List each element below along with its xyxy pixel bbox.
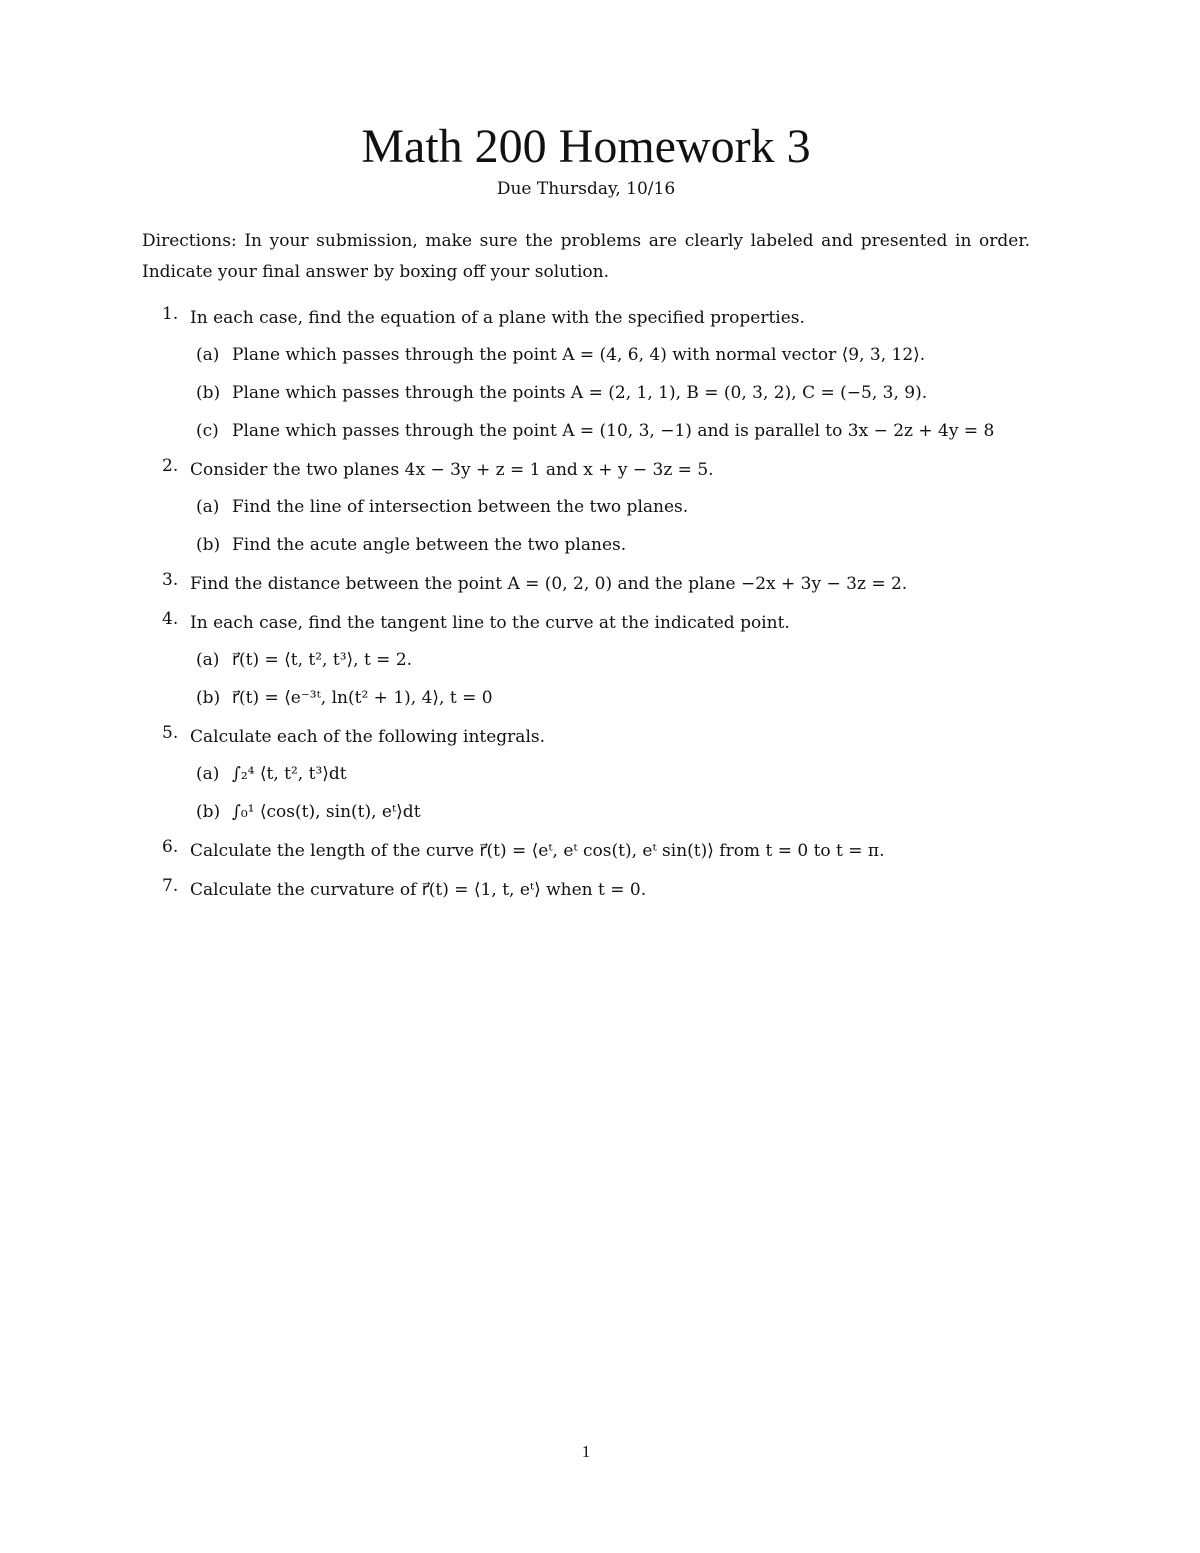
problem-text: Find the distance between the point A = (0, 2, 0) and the plane −2x + 3y − 3z = 2. — [190, 574, 908, 594]
problem-part — [190, 798, 1042, 826]
problem-number: 3. — [162, 570, 179, 590]
problem-part — [190, 341, 1042, 369]
problem-parts — [190, 760, 1042, 826]
problem-text: Calculate the curvature of r⃗(t) = ⟨1, t, eᵗ⟩ when t = 0. — [190, 880, 647, 900]
problem-number: 1. — [162, 304, 179, 324]
problem-part — [190, 531, 1042, 559]
problem-parts — [190, 493, 1042, 559]
problem-item — [142, 456, 1042, 559]
problem-list — [142, 304, 1042, 915]
part-text: ∫₀¹ ⟨cos(t), sin(t), eᵗ⟩dt — [232, 802, 421, 822]
due-date: Due Thursday, 10/16 — [496, 179, 676, 199]
problem-item — [142, 304, 1042, 445]
part-text: Plane which passes through the points A = (2, 1, 1), B = (0, 3, 2), C = (−5, 3, 9). — [232, 383, 928, 403]
page-number: 1 — [581, 1442, 591, 1461]
problem-part — [190, 379, 1042, 407]
part-label: (a) — [196, 345, 220, 365]
problem-item — [142, 609, 1042, 712]
problem-text: In each case, find the equation of a plane with the specified properties. — [190, 308, 805, 328]
part-text: r⃗(t) = ⟨t, t², t³⟩, t = 2. — [232, 650, 413, 670]
part-text: Plane which passes through the point A = (4, 6, 4) with normal vector ⟨9, 3, 12⟩. — [232, 345, 926, 365]
problem-number: 6. — [162, 837, 179, 857]
problem-parts — [190, 341, 1042, 445]
part-label: (a) — [196, 497, 220, 517]
part-text: Plane which passes through the point A = (10, 3, −1) and is parallel to 3x − 2z + 4y = 8 — [232, 421, 995, 441]
problem-text: In each case, find the tangent line to the curve at the indicated point. — [190, 613, 790, 633]
page-title: Math 200 Homework 3 — [361, 120, 811, 173]
part-text: r⃗(t) = ⟨e⁻³ᵗ, ln(t² + 1), 4⟩, t = 0 — [232, 688, 493, 708]
problem-item — [142, 837, 1042, 865]
problem-item — [142, 723, 1042, 826]
problem-item — [142, 570, 1042, 598]
problem-part — [190, 417, 1042, 445]
problem-part — [190, 493, 1042, 521]
problem-number: 7. — [162, 876, 179, 896]
part-text: Find the line of intersection between the two planes. — [232, 497, 689, 517]
part-label: (a) — [196, 764, 220, 784]
problem-number: 4. — [162, 609, 179, 629]
problem-text: Calculate each of the following integrals. — [190, 727, 546, 747]
problem-number: 2. — [162, 456, 179, 476]
part-text: Find the acute angle between the two planes. — [232, 535, 627, 555]
directions-text: Directions: In your submission, make sure the problems are clearly labeled and presented in order. Indicate your final answer by boxing off your solution. — [142, 231, 1030, 282]
problem-number: 5. — [162, 723, 179, 743]
problem-parts — [190, 646, 1042, 712]
part-label: (a) — [196, 650, 220, 670]
part-label: (b) — [196, 802, 221, 822]
part-text: ∫₂⁴ ⟨t, t², t³⟩dt — [232, 764, 347, 784]
problem-text: Calculate the length of the curve r⃗(t) = ⟨eᵗ, eᵗ cos(t), eᵗ sin(t)⟩ from t = 0 to t = π. — [190, 841, 885, 861]
problem-text: Consider the two planes 4x − 3y + z = 1 and x + y − 3z = 5. — [190, 460, 714, 480]
part-label: (b) — [196, 688, 221, 708]
part-label: (b) — [196, 383, 221, 403]
part-label: (c) — [196, 421, 219, 441]
problem-part — [190, 684, 1042, 712]
problem-part — [190, 646, 1042, 674]
part-label: (b) — [196, 535, 221, 555]
problem-part — [190, 760, 1042, 788]
problem-item — [142, 876, 1042, 904]
